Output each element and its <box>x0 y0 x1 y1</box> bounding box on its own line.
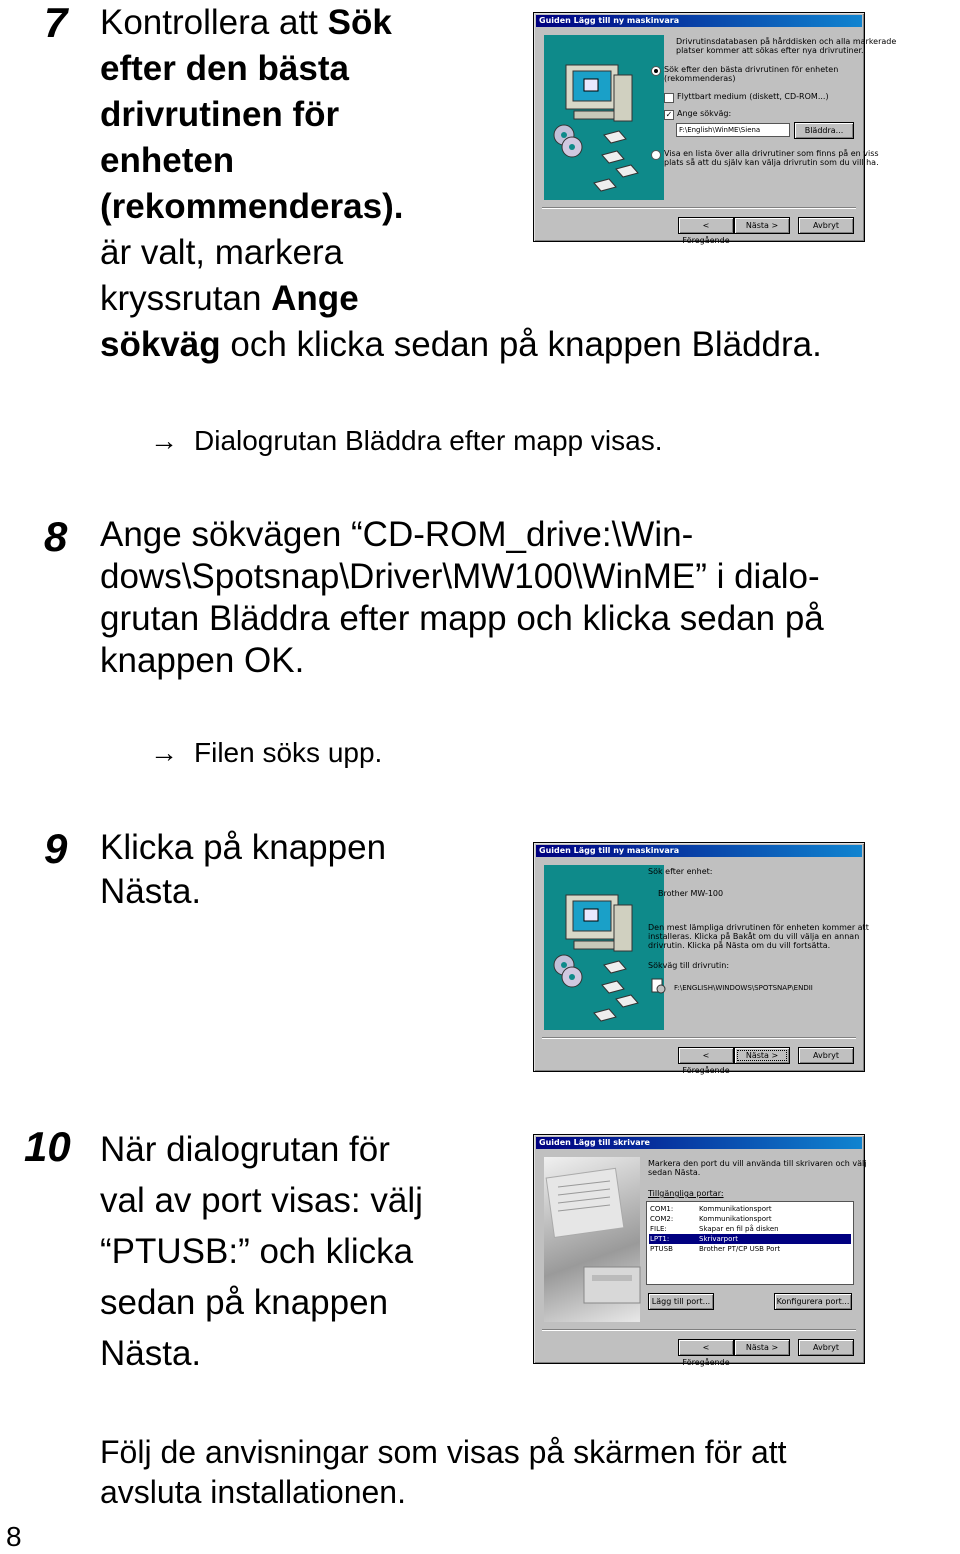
step-8-text <box>100 514 950 682</box>
printer-photo <box>544 1157 640 1322</box>
info-line: installeras. Klicka på Bakåt om du vill välja en annan <box>648 932 860 941</box>
port-row[interactable]: PTUSB Brother PT/CP USB Port <box>650 1245 781 1253</box>
wizard-illustration <box>544 35 664 200</box>
step-10-line: sedan på knappen <box>100 1283 389 1322</box>
step-10-line: val av port visas: välj <box>100 1181 423 1220</box>
intro-line: platser kommer att sökas efter nya drivrutiner. <box>676 46 864 55</box>
port-row[interactable]: COM1: Kommunikationsport <box>650 1205 772 1213</box>
step-8-result: → Filen söks upp. <box>150 737 383 768</box>
step-9-number: 9 <box>44 825 68 872</box>
step-7-result: → Dialogrutan Bläddra efter mapp visas. <box>150 425 663 456</box>
step-10-text <box>100 1124 423 1379</box>
closing-line: Följ de anvisningar som visas på skärmen för att <box>100 1434 787 1470</box>
step-7-line: (rekommenderas). <box>100 187 404 226</box>
intro-line: sedan Nästa. <box>648 1168 701 1177</box>
driver-file-icon <box>650 977 666 995</box>
computer-cd-icon <box>544 35 664 200</box>
step-7-line: är valt, markera <box>100 233 344 272</box>
step-7-number: 7 <box>44 0 68 46</box>
removable-media-label: Flyttbart medium (diskett, CD-ROM...) <box>677 92 829 101</box>
cancel-button[interactable]: Avbryt <box>798 217 854 234</box>
add-hardware-dialog-found <box>533 842 869 1075</box>
ports-list[interactable] <box>646 1201 854 1285</box>
next-button[interactable]: Nästa > <box>734 217 790 234</box>
closing-text <box>100 1432 787 1512</box>
button-separator <box>542 207 856 209</box>
port-row[interactable]: FILE: Skapar en fil på disken <box>650 1225 779 1233</box>
add-printer-dialog-port <box>533 1134 867 1367</box>
back-button[interactable]: < Föregående <box>678 1339 734 1356</box>
arrow-icon: → <box>150 425 178 456</box>
step-7-line: sökväg och klicka sedan på knappen Bläddra. <box>100 325 822 364</box>
step-10-line: “PTUSB:” och klicka <box>100 1232 414 1271</box>
search-best-driver-label: Sök efter den bästa drivrutinen för enheten <box>664 65 839 74</box>
step-7-line: drivrutinen för <box>100 95 340 134</box>
dialog-title-bar: Guiden Lägg till skrivare <box>536 1137 862 1149</box>
cancel-button[interactable]: Avbryt <box>798 1047 854 1064</box>
device-name: Brother MW-100 <box>658 889 724 898</box>
dialog-title-bar: Guiden Lägg till ny maskinvara <box>536 15 862 27</box>
list-drivers-label: plats så att du själv kan välja drivrutin som du vill ha. <box>664 158 879 167</box>
search-best-driver-radio[interactable] <box>651 66 661 76</box>
info-line: Den mest lämpliga drivrutinen för enheten kommer att <box>648 923 869 932</box>
list-drivers-label: Visa en lista över alla drivrutiner som finns på en viss <box>664 149 879 158</box>
dialog-title-bar: Guiden Lägg till ny maskinvara <box>536 845 862 857</box>
path-label: Sökväg till drivrutin: <box>648 961 730 970</box>
configure-port-button[interactable]: Konfigurera port... <box>774 1293 852 1310</box>
specify-path-checkbox[interactable]: ✓ <box>665 110 673 119</box>
removable-media-checkbox[interactable] <box>664 93 674 103</box>
specify-path-label: Ange sökväg: <box>677 109 732 118</box>
add-hardware-dialog-search <box>533 12 897 245</box>
button-separator <box>542 1037 856 1039</box>
info-line: drivrutin. Klicka på Nästa om du vill fortsätta. <box>648 941 831 950</box>
step-9-line: Nästa. <box>100 872 202 911</box>
search-label: Sök efter enhet: <box>648 867 713 876</box>
computer-cd-icon <box>544 865 664 1030</box>
add-port-button[interactable]: Lägg till port... <box>648 1293 714 1310</box>
driver-path: F:\ENGLISH\WINDOWS\SPOTSNAP\ENDII <box>674 984 813 992</box>
intro-line: Markera den port du vill använda till skrivaren och välj <box>648 1159 867 1168</box>
step-10-line: När dialogrutan för <box>100 1130 390 1169</box>
button-separator <box>542 1329 856 1331</box>
port-row-selected[interactable]: LPT1: Skrivarport <box>649 1234 851 1244</box>
intro-line: Drivrutinsdatabasen på hårddisken och alla markerade <box>676 37 897 46</box>
step-9-text <box>100 826 386 914</box>
browse-button[interactable]: Bläddra... <box>794 122 854 139</box>
step-7-line: efter den bästa <box>100 49 349 88</box>
cancel-button[interactable]: Avbryt <box>798 1339 854 1356</box>
port-row[interactable]: COM2: Kommunikationsport <box>650 1215 772 1223</box>
step-7-line: kryssrutan Ange <box>100 279 359 318</box>
step-8-line: dows\Spotsnap\Driver\MW100\WinME” i dialo- <box>100 557 820 596</box>
page-number: 8 <box>6 1521 22 1552</box>
search-best-driver-label: (rekommenderas) <box>664 74 736 83</box>
step-9-line: Klicka på knappen <box>100 828 387 867</box>
step-8-line: Ange sökvägen “CD-ROM_drive:\Win- <box>100 515 694 554</box>
path-input[interactable]: F:\English\WinME\Siena <box>676 123 790 137</box>
step-7-line: enheten <box>100 141 235 180</box>
back-button[interactable]: < Föregående <box>678 217 734 234</box>
next-button[interactable]: Nästa > <box>734 1047 790 1064</box>
step-8-line: knappen OK. <box>100 641 305 680</box>
step-7-line: Kontrollera att Sök <box>100 3 392 42</box>
ports-label: Tillgängliga portar: <box>648 1189 724 1198</box>
back-button[interactable]: < Föregående <box>678 1047 734 1064</box>
printer-icon <box>544 1157 640 1322</box>
closing-line: avsluta installationen. <box>100 1474 406 1510</box>
step-8-number: 8 <box>44 513 68 560</box>
list-drivers-radio[interactable] <box>651 150 661 160</box>
step-8-line: grutan Bläddra efter mapp och klicka sedan på <box>100 599 824 638</box>
arrow-icon: → <box>150 737 178 768</box>
wizard-illustration <box>544 865 664 1030</box>
next-button[interactable]: Nästa > <box>734 1339 790 1356</box>
step-10-line: Nästa. <box>100 1334 202 1373</box>
step-10-number: 10 <box>24 1123 71 1170</box>
